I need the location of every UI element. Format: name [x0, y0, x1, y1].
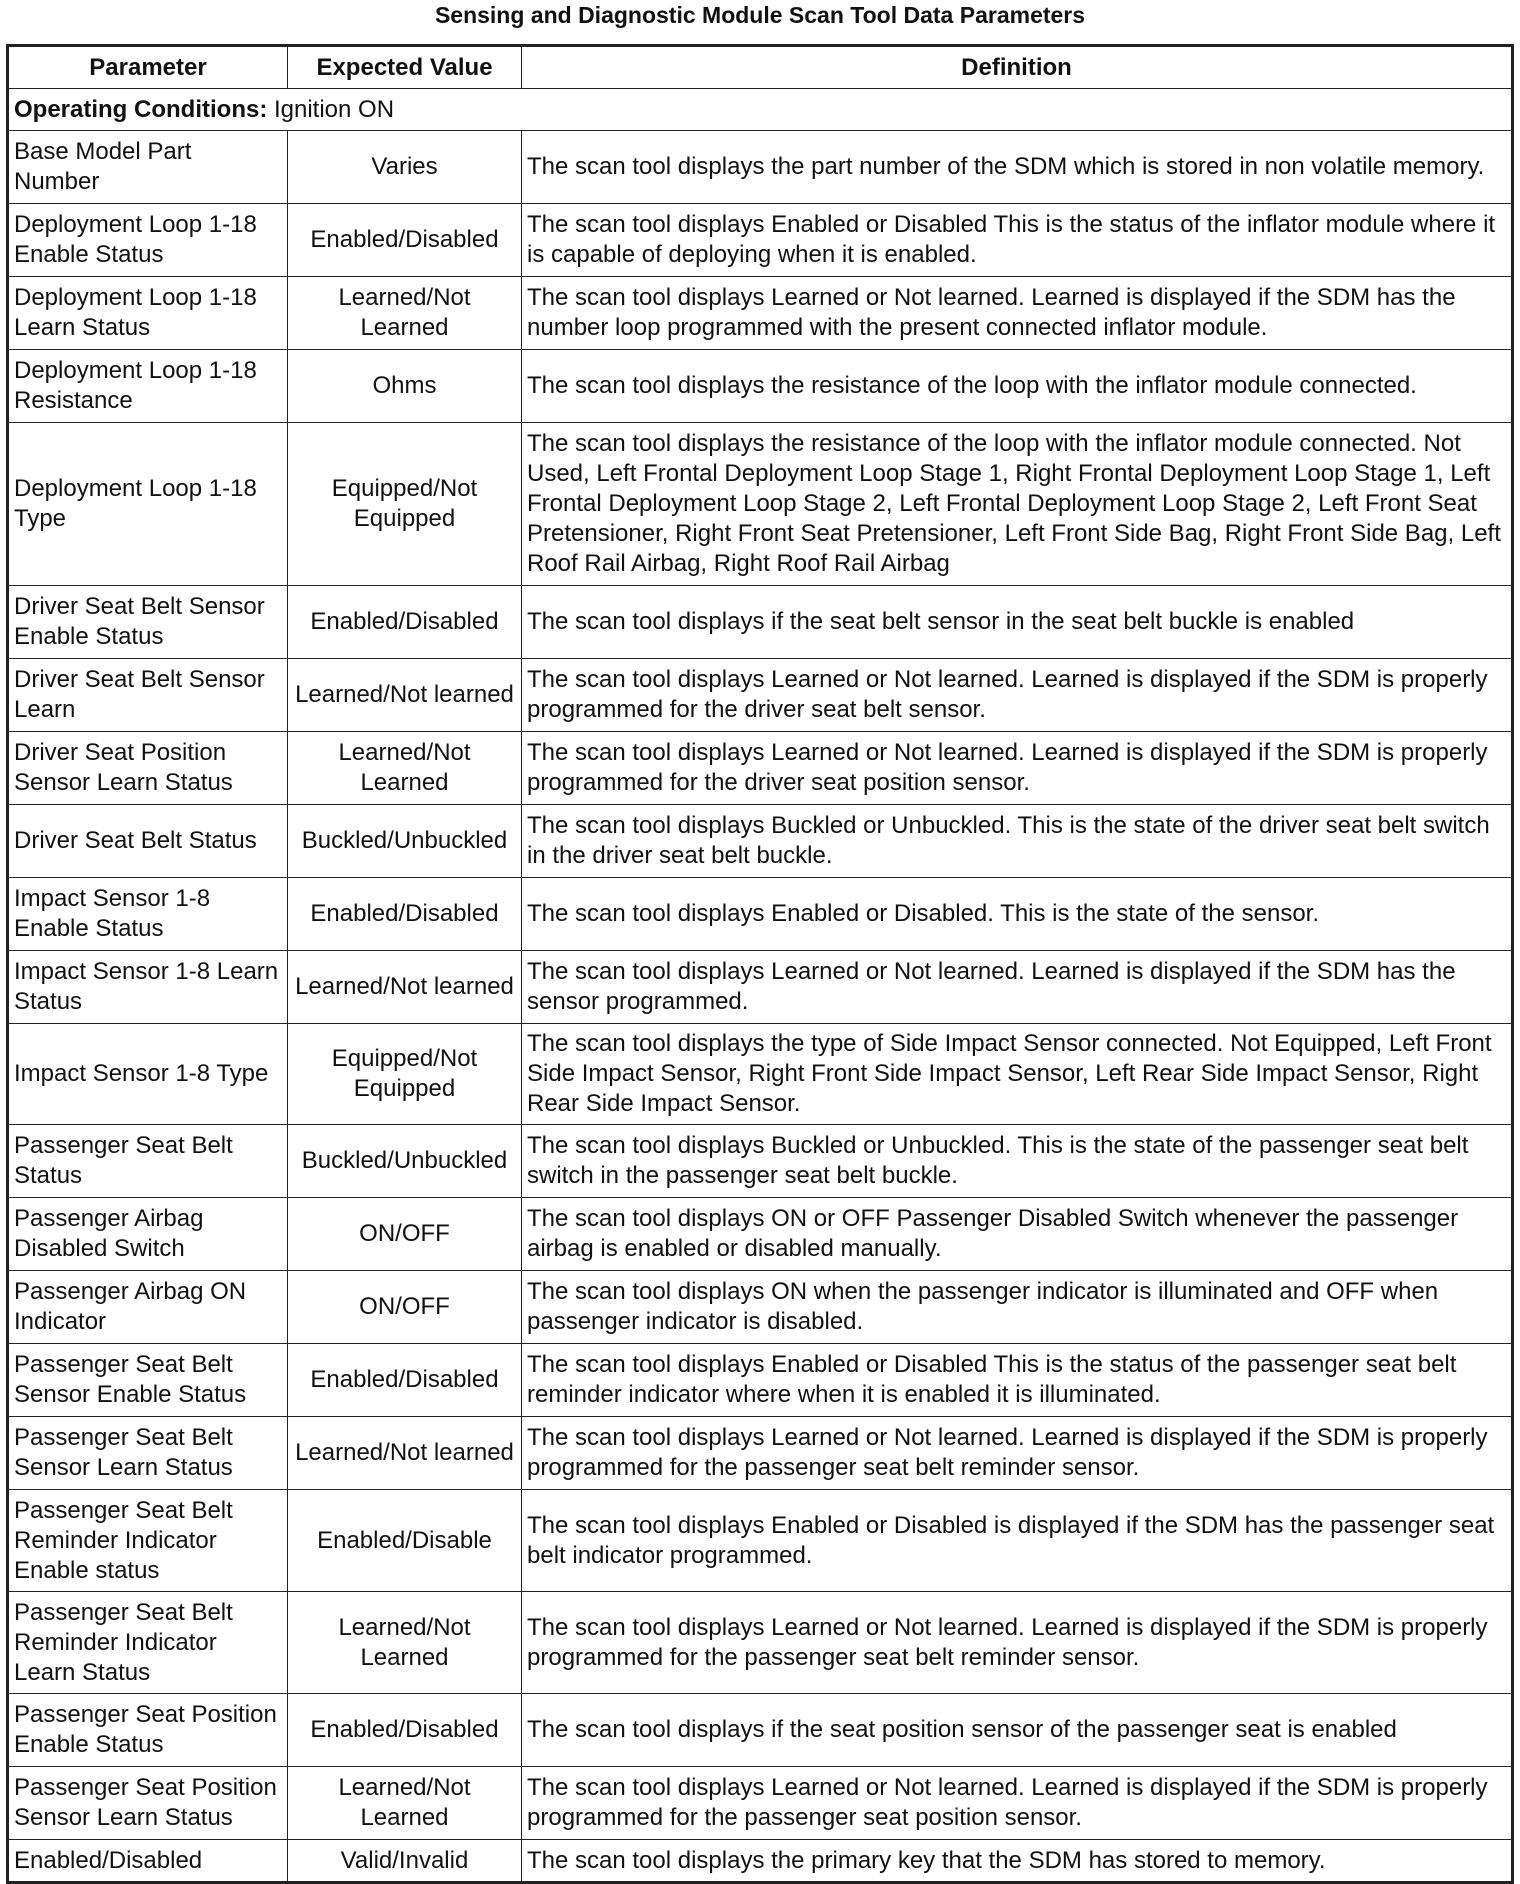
expected-value-cell: Buckled/Unbuckled: [288, 805, 522, 878]
table-row: [8, 1592, 1513, 1694]
table-row: [8, 586, 1513, 659]
expected-value-cell: Equipped/Not Equipped: [288, 1024, 522, 1125]
table-row: [8, 951, 1513, 1024]
definition-cell: The scan tool displays Buckled or Unbuckled. This is the state of the passenger seat belt switch in the passenger seat belt buckle.: [522, 1125, 1513, 1198]
parameter-cell: Passenger Airbag Disabled Switch: [8, 1198, 288, 1271]
definition-cell: The scan tool displays Enabled or Disabled This is the status of the inflator module where it is capable of deploying when it is enabled.: [522, 204, 1513, 277]
table-row: [8, 1490, 1513, 1592]
expected-value-cell: Buckled/Unbuckled: [288, 1125, 522, 1198]
table-row: [8, 1271, 1513, 1344]
parameter-cell: Passenger Seat Belt Sensor Enable Status: [8, 1344, 288, 1417]
definition-cell: The scan tool displays Learned or Not learned. Learned is displayed if the SDM has the sensor programmed.: [522, 951, 1513, 1024]
expected-value-cell: Enabled/Disabled: [288, 1694, 522, 1767]
parameter-cell: Driver Seat Belt Status: [8, 805, 288, 878]
parameter-cell: Passenger Airbag ON Indicator: [8, 1271, 288, 1344]
definition-cell: The scan tool displays Learned or Not learned. Learned is displayed if the SDM has the number loop programmed with the present connected inflator module.: [522, 277, 1513, 350]
definition-cell: The scan tool displays the type of Side Impact Sensor connected. Not Equipped, Left Front Side Impact Sensor, Right Front Side Impact Sensor, Left Rear Side Impact Sensor, Right Rear Side Impact Sensor.: [522, 1024, 1513, 1125]
page-title: Sensing and Diagnostic Module Scan Tool Data Parameters: [434, 2, 1086, 28]
definition-cell: The scan tool displays the part number of the SDM which is stored in non volatile memory.: [522, 131, 1513, 204]
definition-cell: The scan tool displays Learned or Not learned. Learned is displayed if the SDM is properly programmed for the driver seat position sensor.: [522, 732, 1513, 805]
expected-value-cell: Enabled/Disabled: [288, 204, 522, 277]
table-row: [8, 1344, 1513, 1417]
table-row: [8, 1198, 1513, 1271]
definition-cell: The scan tool displays Buckled or Unbuckled. This is the state of the driver seat belt switch in the driver seat belt buckle.: [522, 805, 1513, 878]
definition-cell: The scan tool displays Learned or Not learned. Learned is displayed if the SDM is properly programmed for the passenger seat belt reminder sensor.: [522, 1417, 1513, 1490]
definition-cell: The scan tool displays Enabled or Disabled This is the status of the passenger seat belt reminder indicator where when it is enabled it is illuminated.: [522, 1344, 1513, 1417]
expected-value-cell: Learned/Not Learned: [288, 1592, 522, 1694]
table-header-row: [8, 46, 1513, 89]
table-row: [8, 878, 1513, 951]
table-row: [8, 659, 1513, 732]
expected-value-cell: ON/OFF: [288, 1198, 522, 1271]
table-row: [8, 1694, 1513, 1767]
header-parameter: Parameter: [8, 46, 288, 89]
parameter-cell: Deployment Loop 1-18 Enable Status: [8, 204, 288, 277]
expected-value-cell: ON/OFF: [288, 1271, 522, 1344]
definition-cell: The scan tool displays the resistance of the loop with the inflator module connected. Not Used, Left Frontal Deployment Loop Stage 1, Right Frontal Deployment Loop Stage 1, Left Frontal Deployment Loop Stage 2, Left Frontal Deployment Loop Stage 2, Left Front Seat Pretensioner, Right Front Seat Pretensioner, Left Front Side Bag, Right Front Side Bag, Left Roof Rail Airbag, Right Roof Rail Airbag: [522, 423, 1513, 586]
operating-conditions-cell: [8, 89, 1513, 131]
parameter-cell: Passenger Seat Position Enable Status: [8, 1694, 288, 1767]
table-row: [8, 277, 1513, 350]
definition-cell: The scan tool displays the primary key that the SDM has stored to memory.: [522, 1840, 1513, 1883]
parameter-cell: Deployment Loop 1-18 Resistance: [8, 350, 288, 423]
table-row: [8, 805, 1513, 878]
parameter-cell: Passenger Seat Belt Sensor Learn Status: [8, 1417, 288, 1490]
expected-value-cell: Ohms: [288, 350, 522, 423]
expected-value-cell: Learned/Not Learned: [288, 732, 522, 805]
definition-cell: The scan tool displays ON or OFF Passenger Disabled Switch whenever the passenger airbag is enabled or disabled manually.: [522, 1198, 1513, 1271]
operating-conditions-label: Operating Conditions:: [14, 95, 268, 123]
definition-cell: The scan tool displays the resistance of the loop with the inflator module connected.: [522, 350, 1513, 423]
table-row: [8, 423, 1513, 586]
table-row: [8, 350, 1513, 423]
definition-cell: The scan tool displays if the seat belt sensor in the seat belt buckle is enabled: [522, 586, 1513, 659]
parameters-table: [6, 44, 1514, 1884]
table-row: [8, 1024, 1513, 1125]
parameter-cell: Deployment Loop 1-18 Type: [8, 423, 288, 586]
definition-cell: The scan tool displays ON when the passenger indicator is illuminated and OFF when passenger indicator is disabled.: [522, 1271, 1513, 1344]
table-row: [8, 204, 1513, 277]
expected-value-cell: Learned/Not Learned: [288, 277, 522, 350]
table-row: [8, 1417, 1513, 1490]
expected-value-cell: Learned/Not learned: [288, 1417, 522, 1490]
expected-value-cell: Enabled/Disabled: [288, 586, 522, 659]
expected-value-cell: Equipped/Not Equipped: [288, 423, 522, 586]
expected-value-cell: Enabled/Disabled: [288, 1344, 522, 1417]
parameter-cell: Impact Sensor 1-8 Type: [8, 1024, 288, 1125]
parameter-cell: Base Model Part Number: [8, 131, 288, 204]
parameter-cell: Passenger Seat Position Sensor Learn Status: [8, 1767, 288, 1840]
definition-cell: The scan tool displays Learned or Not learned. Learned is displayed if the SDM is properly programmed for the passenger seat position sensor.: [522, 1767, 1513, 1840]
table-row: [8, 1840, 1513, 1883]
definition-cell: The scan tool displays Enabled or Disabled. This is the state of the sensor.: [522, 878, 1513, 951]
table-row: [8, 1767, 1513, 1840]
header-expected-value: Expected Value: [288, 46, 522, 89]
definition-cell: The scan tool displays Learned or Not learned. Learned is displayed if the SDM is properly programmed for the passenger seat belt reminder sensor.: [522, 1592, 1513, 1694]
header-definition: Definition: [522, 46, 1513, 89]
parameter-cell: Driver Seat Belt Sensor Learn: [8, 659, 288, 732]
table-row: [8, 131, 1513, 204]
operating-conditions-value: Ignition ON: [267, 95, 395, 123]
table-row: [8, 732, 1513, 805]
parameter-cell: Deployment Loop 1-18 Learn Status: [8, 277, 288, 350]
parameter-cell: Impact Sensor 1-8 Learn Status: [8, 951, 288, 1024]
definition-cell: The scan tool displays Learned or Not learned. Learned is displayed if the SDM is properly programmed for the driver seat belt sensor.: [522, 659, 1513, 732]
expected-value-cell: Learned/Not learned: [288, 951, 522, 1024]
operating-conditions-row: [8, 89, 1513, 131]
parameter-cell: Driver Seat Belt Sensor Enable Status: [8, 586, 288, 659]
expected-value-cell: Valid/Invalid: [288, 1840, 522, 1883]
parameter-cell: Enabled/Disabled: [8, 1840, 288, 1883]
expected-value-cell: Learned/Not Learned: [288, 1767, 522, 1840]
parameter-cell: Passenger Seat Belt Reminder Indicator Enable status: [8, 1490, 288, 1592]
parameter-cell: Impact Sensor 1-8 Enable Status: [8, 878, 288, 951]
expected-value-cell: Enabled/Disabled: [288, 878, 522, 951]
expected-value-cell: Varies: [288, 131, 522, 204]
parameter-cell: Passenger Seat Belt Reminder Indicator Learn Status: [8, 1592, 288, 1694]
definition-cell: The scan tool displays Enabled or Disabled is displayed if the SDM has the passenger seat belt indicator programmed.: [522, 1490, 1513, 1592]
parameter-cell: Driver Seat Position Sensor Learn Status: [8, 732, 288, 805]
parameter-cell: Passenger Seat Belt Status: [8, 1125, 288, 1198]
definition-cell: The scan tool displays if the seat position sensor of the passenger seat is enabled: [522, 1694, 1513, 1767]
table-row: [8, 1125, 1513, 1198]
expected-value-cell: Enabled/Disable: [288, 1490, 522, 1592]
expected-value-cell: Learned/Not learned: [288, 659, 522, 732]
